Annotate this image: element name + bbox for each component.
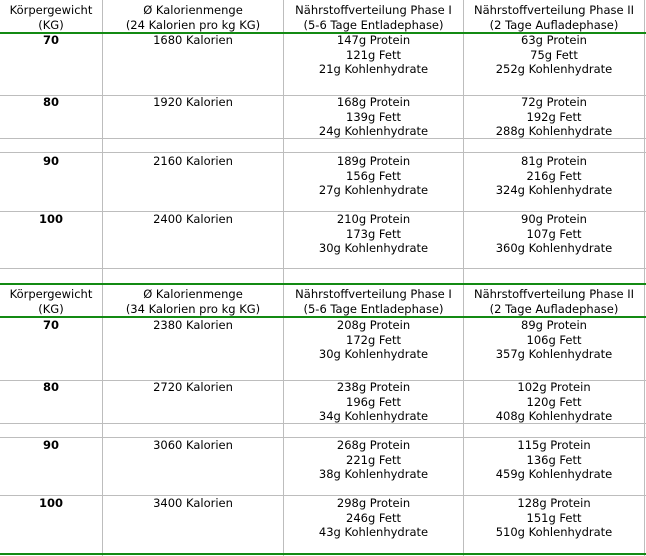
calories-cell: 3400 Kalorien <box>153 496 233 510</box>
phase1-cell: 298g Protein 246g Fett 43g Kohlenhydrate <box>318 496 429 540</box>
phase1-cell: 208g Protein 172g Fett 30g Kohlenhydrate <box>318 318 429 362</box>
phase1-cell: 210g Protein 173g Fett 30g Kohlenhydrate <box>318 212 429 256</box>
row-divider <box>0 152 646 153</box>
calories-cell: 1680 Kalorien <box>153 33 233 47</box>
column-divider <box>102 0 103 556</box>
calories-cell: 2720 Kalorien <box>153 380 233 394</box>
weight-cell: 80 <box>42 380 59 394</box>
calories-cell: 2400 Kalorien <box>153 212 233 226</box>
header-calories: Ø Kalorienmenge (34 Kalorien pro kg KG) <box>125 287 261 316</box>
calories-cell: 3060 Kalorien <box>153 438 233 452</box>
weight-cell: 100 <box>38 212 63 226</box>
weight-cell: 100 <box>38 496 63 510</box>
table-divider <box>0 283 646 285</box>
column-divider <box>644 0 645 556</box>
calories-cell: 2380 Kalorien <box>153 318 233 332</box>
phase1-cell: 147g Protein 121g Fett 21g Kohlenhydrate <box>318 33 429 77</box>
phase1-cell: 238g Protein 196g Fett 34g Kohlenhydrate <box>318 380 429 424</box>
phase1-cell: 168g Protein 139g Fett 24g Kohlenhydrate <box>318 95 429 139</box>
header-phase2: Nährstoffverteilung Phase II (2 Tage Aufladephase) <box>473 287 635 316</box>
header-phase1: Nährstoffverteilung Phase I (5-6 Tage Entladephase) <box>295 3 452 32</box>
phase2-cell: 128g Protein 151g Fett 510g Kohlenhydrate <box>495 496 613 540</box>
header-calories: Ø Kalorienmenge (24 Kalorien pro kg KG) <box>125 3 261 32</box>
weight-cell: 70 <box>42 33 59 47</box>
phase1-cell: 268g Protein 221g Fett 38g Kohlenhydrate <box>318 438 429 482</box>
header-phase1: Nährstoffverteilung Phase I (5-6 Tage Entladephase) <box>295 287 452 316</box>
phase2-cell: 115g Protein 136g Fett 459g Kohlenhydrate <box>495 438 613 482</box>
phase2-cell: 90g Protein 107g Fett 360g Kohlenhydrate <box>495 212 613 256</box>
calories-cell: 2160 Kalorien <box>153 154 233 168</box>
phase2-cell: 102g Protein 120g Fett 408g Kohlenhydrate <box>495 380 613 424</box>
weight-cell: 70 <box>42 318 59 332</box>
header-phase2: Nährstoffverteilung Phase II (2 Tage Aufladephase) <box>473 3 635 32</box>
header-weight: Körpergewicht (KG) <box>9 3 93 32</box>
phase2-cell: 81g Protein 216g Fett 324g Kohlenhydrate <box>495 154 613 198</box>
row-divider <box>0 268 646 269</box>
phase2-cell: 89g Protein 106g Fett 357g Kohlenhydrate <box>495 318 613 362</box>
calories-cell: 1920 Kalorien <box>153 95 233 109</box>
table-bottom-border <box>0 553 646 555</box>
header-weight: Körpergewicht (KG) <box>9 287 93 316</box>
weight-cell: 80 <box>42 95 59 109</box>
phase2-cell: 63g Protein 75g Fett 252g Kohlenhydrate <box>495 33 613 77</box>
weight-cell: 90 <box>42 154 59 168</box>
phase1-cell: 189g Protein 156g Fett 27g Kohlenhydrate <box>318 154 429 198</box>
weight-cell: 90 <box>42 438 59 452</box>
phase2-cell: 72g Protein 192g Fett 288g Kohlenhydrate <box>495 95 613 139</box>
